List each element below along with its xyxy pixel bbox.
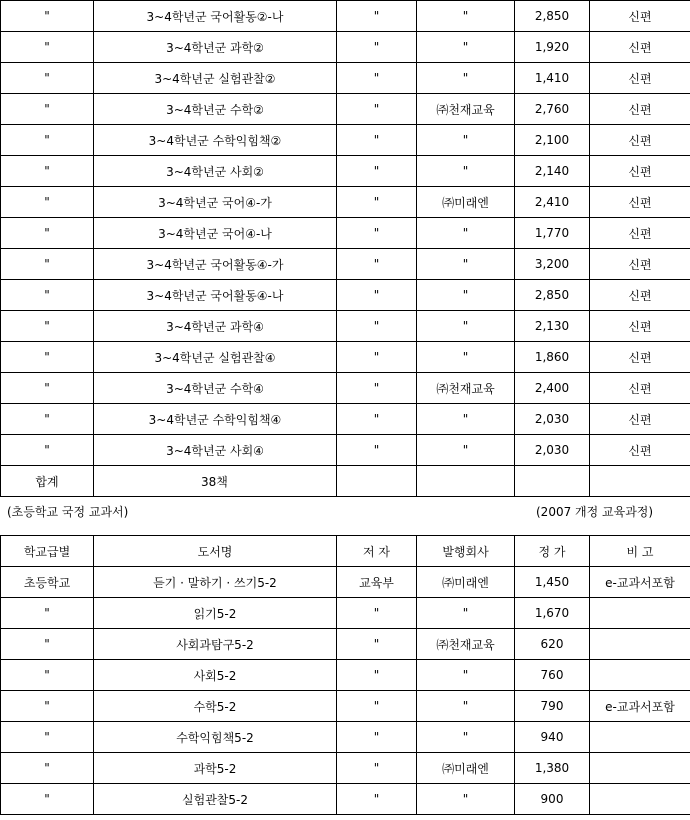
note-cell	[590, 660, 690, 691]
table-row	[1, 280, 690, 311]
header-note: 비 고	[590, 536, 690, 567]
table-row	[1, 629, 690, 660]
note-cell: 신편	[590, 435, 690, 466]
note-cell: 신편	[590, 94, 690, 125]
price-cell: 2,130	[515, 311, 590, 342]
table-row	[1, 311, 690, 342]
header-school-level: 학교급별	[1, 536, 94, 567]
note-cell: 신편	[590, 249, 690, 280]
book-title-cell: 수학5-2	[94, 691, 337, 722]
publisher-cell: "	[417, 598, 515, 629]
school-level-cell: "	[1, 156, 94, 187]
price-cell: 1,410	[515, 63, 590, 94]
table-row	[1, 218, 690, 249]
header-author: 저 자	[337, 536, 417, 567]
note-cell: 신편	[590, 311, 690, 342]
table-row	[1, 404, 690, 435]
header-price: 정 가	[515, 536, 590, 567]
school-level-cell: 초등학교	[1, 567, 94, 598]
publisher-cell: "	[417, 660, 515, 691]
book-title-cell: 3~4학년군 실험관찰④	[94, 342, 337, 373]
author-cell: "	[337, 691, 417, 722]
publisher-cell: "	[417, 311, 515, 342]
note-cell	[590, 722, 690, 753]
author-cell: "	[337, 629, 417, 660]
school-level-cell: "	[1, 94, 94, 125]
author-cell: "	[337, 784, 417, 815]
price-cell: 2,410	[515, 187, 590, 218]
note-cell: e-교과서포함	[590, 691, 690, 722]
table-row	[1, 435, 690, 466]
book-title-cell: 3~4학년군 국어활동④-가	[94, 249, 337, 280]
author-cell: "	[337, 311, 417, 342]
book-title-cell: 3~4학년군 수학④	[94, 373, 337, 404]
publisher-cell: "	[417, 1, 515, 32]
author-cell: "	[337, 94, 417, 125]
note-cell: 신편	[590, 1, 690, 32]
publisher-cell: "	[417, 63, 515, 94]
school-level-cell: "	[1, 691, 94, 722]
book-title-cell: 3~4학년군 사회②	[94, 156, 337, 187]
note-cell: 신편	[590, 63, 690, 94]
author-cell: "	[337, 156, 417, 187]
book-title-cell: 3~4학년군 국어활동④-나	[94, 280, 337, 311]
author-cell: "	[337, 125, 417, 156]
note-cell	[590, 753, 690, 784]
school-level-cell: "	[1, 32, 94, 63]
author-cell: "	[337, 660, 417, 691]
author-cell: "	[337, 280, 417, 311]
publisher-cell: ㈜미래엔	[417, 567, 515, 598]
publisher-cell: "	[417, 404, 515, 435]
header-publisher: 발행회사	[417, 536, 515, 567]
author-cell: "	[337, 373, 417, 404]
school-level-cell: "	[1, 404, 94, 435]
table-row	[1, 373, 690, 404]
author-cell: "	[337, 63, 417, 94]
price-cell: 620	[515, 629, 590, 660]
book-title-cell: 3~4학년군 사회④	[94, 435, 337, 466]
table-row	[1, 753, 690, 784]
school-level-cell: "	[1, 629, 94, 660]
school-level-cell: "	[1, 598, 94, 629]
header-book-title: 도서명	[94, 536, 337, 567]
note-cell	[590, 598, 690, 629]
table-row	[1, 1, 690, 32]
school-level-cell: "	[1, 63, 94, 94]
note-cell: 신편	[590, 218, 690, 249]
book-title-cell: 3~4학년군 과학④	[94, 311, 337, 342]
book-title-cell: 3~4학년군 수학익힘책②	[94, 125, 337, 156]
note-cell: 신편	[590, 32, 690, 63]
price-cell: 1,670	[515, 598, 590, 629]
school-level-cell: "	[1, 249, 94, 280]
author-cell: "	[337, 187, 417, 218]
caption-curriculum: (2007 개정 교육과정)	[536, 505, 654, 519]
school-level-cell: "	[1, 753, 94, 784]
author-cell: "	[337, 722, 417, 753]
book-title-cell: 듣기 · 말하기 · 쓰기5-2	[94, 567, 337, 598]
table-row	[1, 691, 690, 722]
table-row	[1, 94, 690, 125]
note-cell: 신편	[590, 373, 690, 404]
publisher-cell: "	[417, 125, 515, 156]
school-level-cell: "	[1, 125, 94, 156]
publisher-cell: "	[417, 342, 515, 373]
publisher-cell: ㈜미래엔	[417, 753, 515, 784]
table-row	[1, 342, 690, 373]
note-cell: 신편	[590, 342, 690, 373]
publisher-cell: ㈜천재교육	[417, 373, 515, 404]
price-cell: 2,850	[515, 280, 590, 311]
price-cell: 1,860	[515, 342, 590, 373]
author-cell: "	[337, 1, 417, 32]
table-row	[1, 187, 690, 218]
price-cell: 2,100	[515, 125, 590, 156]
author-cell: "	[337, 218, 417, 249]
price-cell: 2,760	[515, 94, 590, 125]
price-cell: 2,850	[515, 1, 590, 32]
table-row	[1, 722, 690, 753]
book-title-cell: 3~4학년군 국어④-나	[94, 218, 337, 249]
book-title-cell: 3~4학년군 국어활동②-나	[94, 1, 337, 32]
total-empty-cell	[337, 466, 417, 497]
author-cell: 교육부	[337, 567, 417, 598]
header-row	[1, 536, 690, 567]
note-cell: 신편	[590, 156, 690, 187]
book-title-cell: 수학익힘책5-2	[94, 722, 337, 753]
school-level-cell: "	[1, 218, 94, 249]
table-row	[1, 249, 690, 280]
author-cell: "	[337, 598, 417, 629]
price-cell: 2,400	[515, 373, 590, 404]
price-cell: 790	[515, 691, 590, 722]
school-level-cell: "	[1, 660, 94, 691]
price-cell: 1,380	[515, 753, 590, 784]
table-row	[1, 598, 690, 629]
note-cell: 신편	[590, 280, 690, 311]
publisher-cell: ㈜천재교육	[417, 629, 515, 660]
book-title-cell: 사회과탐구5-2	[94, 629, 337, 660]
table-row	[1, 125, 690, 156]
total-value: 38책	[94, 466, 337, 497]
total-empty-cell	[515, 466, 590, 497]
author-cell: "	[337, 753, 417, 784]
book-title-cell: 3~4학년군 국어④-가	[94, 187, 337, 218]
book-title-cell: 과학5-2	[94, 753, 337, 784]
table-row	[1, 156, 690, 187]
book-title-cell: 3~4학년군 과학②	[94, 32, 337, 63]
publisher-cell: ㈜천재교육	[417, 94, 515, 125]
note-cell: e-교과서포함	[590, 567, 690, 598]
school-level-cell: "	[1, 373, 94, 404]
book-title-cell: 실험관찰5-2	[94, 784, 337, 815]
book-title-cell: 사회5-2	[94, 660, 337, 691]
note-cell	[590, 629, 690, 660]
school-level-cell: "	[1, 342, 94, 373]
school-level-cell: "	[1, 1, 94, 32]
author-cell: "	[337, 342, 417, 373]
publisher-cell: "	[417, 722, 515, 753]
price-cell: 1,770	[515, 218, 590, 249]
school-level-cell: "	[1, 435, 94, 466]
table-row	[1, 32, 690, 63]
caption-national-textbooks: (초등학교 국정 교과서)	[7, 505, 129, 519]
textbook-table-grade5	[0, 535, 690, 815]
table-row	[1, 784, 690, 815]
publisher-cell: "	[417, 249, 515, 280]
publisher-cell: "	[417, 156, 515, 187]
author-cell: "	[337, 249, 417, 280]
school-level-cell: "	[1, 722, 94, 753]
price-cell: 760	[515, 660, 590, 691]
price-cell: 2,030	[515, 435, 590, 466]
school-level-cell: "	[1, 784, 94, 815]
table-row	[1, 63, 690, 94]
total-label: 합계	[1, 466, 94, 497]
note-cell	[590, 784, 690, 815]
publisher-cell: "	[417, 280, 515, 311]
price-cell: 2,030	[515, 404, 590, 435]
price-cell: 3,200	[515, 249, 590, 280]
publisher-cell: "	[417, 32, 515, 63]
price-cell: 900	[515, 784, 590, 815]
school-level-cell: "	[1, 311, 94, 342]
total-empty-cell	[590, 466, 690, 497]
book-title-cell: 3~4학년군 수학②	[94, 94, 337, 125]
price-cell: 1,450	[515, 567, 590, 598]
total-row	[1, 466, 690, 497]
price-cell: 940	[515, 722, 590, 753]
publisher-cell: "	[417, 435, 515, 466]
author-cell: "	[337, 404, 417, 435]
publisher-cell: "	[417, 218, 515, 249]
total-empty-cell	[417, 466, 515, 497]
book-title-cell: 3~4학년군 실험관찰②	[94, 63, 337, 94]
note-cell: 신편	[590, 125, 690, 156]
note-cell: 신편	[590, 404, 690, 435]
author-cell: "	[337, 32, 417, 63]
publisher-cell: "	[417, 691, 515, 722]
price-cell: 1,920	[515, 32, 590, 63]
note-cell: 신편	[590, 187, 690, 218]
publisher-cell: ㈜미래엔	[417, 187, 515, 218]
publisher-cell: "	[417, 784, 515, 815]
price-cell: 2,140	[515, 156, 590, 187]
school-level-cell: "	[1, 187, 94, 218]
table-row	[1, 567, 690, 598]
book-title-cell: 3~4학년군 수학익힘책④	[94, 404, 337, 435]
author-cell: "	[337, 435, 417, 466]
book-title-cell: 읽기5-2	[94, 598, 337, 629]
school-level-cell: "	[1, 280, 94, 311]
table-row	[1, 660, 690, 691]
